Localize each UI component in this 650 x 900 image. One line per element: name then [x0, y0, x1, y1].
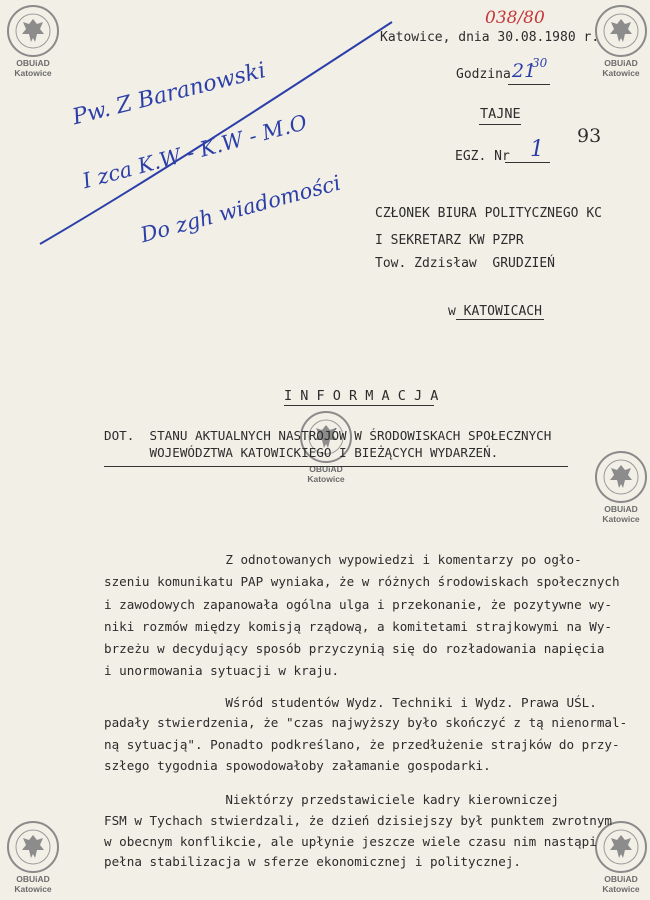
paragraph-line: szeniu komunikatu PAP wyniaka, że w różnych środowiskach społecznych — [104, 574, 620, 589]
stamp-caption: OBUiAD Katowice — [602, 504, 640, 524]
document-heading: I N F O R M A C J A — [284, 388, 439, 404]
paragraph-line: Z odnotowanych wypowiedzi i komentarzy po ogło- — [104, 552, 582, 567]
hour-handwritten: 21 — [512, 60, 537, 82]
eagle-seal-icon — [6, 820, 60, 874]
subject-line-2: WOJEWÓDZTWA KATOWICKIEGO I BIEŻĄCYCH WYDARZEŃ. — [104, 445, 499, 460]
paragraph-line: i zawodowych zapanowała ogólna ulga i przekonanie, że pozytywne wy- — [104, 597, 612, 612]
paragraph-line: ną sytuacją". Ponadto podkreślano, że przedłużenie strajków do przy- — [104, 737, 620, 752]
paragraph-line: pełna stabilizacja w sferze ekonomicznej i politycznej. — [104, 854, 522, 869]
paragraph-line: i unormowania sytuacji w kraju. — [104, 663, 340, 678]
handwritten-note-line-3: Do zgh wiadomości — [138, 170, 344, 248]
paragraph-line: brzeżu w decydujący sposób przyczynią się do rozładowania napięcia — [104, 641, 605, 656]
recipient-line-1: CZŁONEK BIURA POLITYCZNEGO KC — [375, 206, 602, 221]
paragraph-line: Niektórzy przedstawiciele kadry kierowniczej — [104, 792, 559, 807]
recipient-city: w KATOWICACH — [448, 304, 542, 319]
paragraph-line: Wśród studentów Wydz. Techniki i Wydz. Prawa UŚL. — [104, 695, 597, 710]
subject-line-1: DOT. STANU AKTUALNYCH NASTROJÓW W ŚRODOWISKACH SPOŁECZNYCH — [104, 428, 552, 443]
handwritten-note-line-1: Pw. Z Baranowski — [70, 58, 269, 131]
hour-label: Godzina — [456, 67, 511, 82]
eagle-seal-icon — [594, 820, 648, 874]
record-number-handwritten: 1 — [530, 137, 544, 162]
stamp-caption: OBUiAD Katowice — [14, 874, 52, 894]
paragraph-line: FSM w Tychach stwierdzali, że dzień dzisiejszy był punktem zwrotnym — [104, 813, 612, 828]
subject-underline — [104, 466, 568, 467]
classification-label: TAJNE — [480, 106, 521, 122]
ipn-stamp-mid-right — [590, 450, 650, 524]
handwritten-reference-number: 038/80 — [485, 8, 545, 28]
paragraph-line: padały stwierdzenia, że "czas najwyższy było skończyć z tą nienormal- — [104, 715, 628, 730]
paragraph-line: szłego tygodnia spowodowałoby załamanie gospodarki. — [104, 758, 491, 773]
ipn-stamp-bottom-right — [590, 820, 650, 894]
ipn-stamp-bottom-left — [2, 820, 64, 894]
handwritten-note-line-2: I zca K.W - K.W - M.O — [80, 110, 310, 194]
stamp-caption: OBUiAD Katowice — [307, 464, 345, 484]
document-heading-underline — [284, 405, 434, 406]
place-date: Katowice, dnia 30.08.1980 r. — [380, 30, 600, 45]
hour-minutes-handwritten: 30 — [532, 56, 548, 70]
page-number-handwritten: 93 — [577, 125, 602, 147]
recipient-line-3: Tow. Zdzisław GRUDZIEŃ — [375, 256, 556, 271]
stamp-caption: OBUiAD Katowice — [14, 58, 52, 78]
recipient-line-2: I SEKRETARZ KW PZPR — [375, 233, 524, 248]
record-number-label: EGZ. Nr — [455, 149, 510, 164]
paragraph-line: w obecnym konflikcie, ale upłynie jeszcze wiele czasu nim nastąpi — [104, 834, 597, 849]
recipient-city-underline — [456, 319, 544, 320]
paragraph-line: niki rozmów między komisją rządową, a komitetami strajkowymi na Wy- — [104, 619, 612, 634]
handwritten-diagonal-stroke — [0, 0, 650, 270]
stamp-caption: OBUiAD Katowice — [602, 58, 640, 78]
eagle-seal-icon — [594, 450, 648, 504]
stamp-caption: OBUiAD Katowice — [602, 874, 640, 894]
